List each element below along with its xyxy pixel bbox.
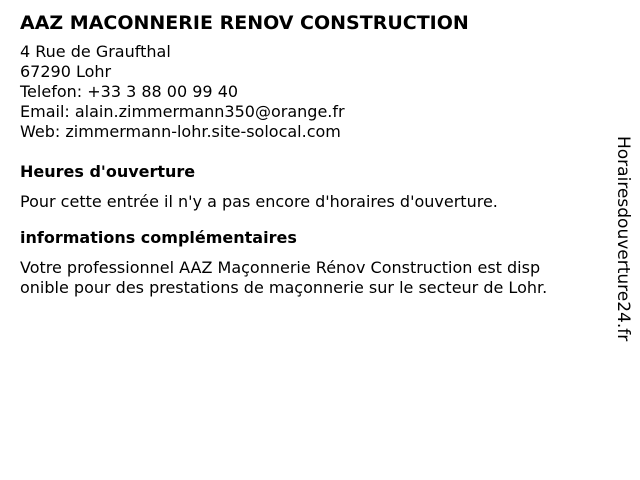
- email-link[interactable]: alain.zimmermann350@orange.fr: [74, 102, 345, 121]
- web-link[interactable]: zimmermann-lohr.site-solocal.com: [65, 122, 341, 141]
- info-description-line: Votre professionnel AAZ Maçonnerie Rénov Construction est disp: [20, 258, 541, 277]
- business-name: AAZ MACONNERIE RENOV CONSTRUCTION: [20, 12, 469, 34]
- web-label: Web:: [20, 122, 61, 141]
- phone-label: Telefon:: [20, 82, 83, 101]
- email-label: Email:: [20, 102, 70, 121]
- business-card: [20, 10, 600, 298]
- info-heading: informations complémentaires: [20, 228, 297, 247]
- web-row: [20, 122, 600, 142]
- hours-text: Pour cette entrée il n'y a pas encore d'horaires d'ouverture.: [20, 192, 498, 211]
- city-address: 67290 Lohr: [20, 62, 112, 81]
- site-brand: Horairesdouverture24.fr: [613, 136, 633, 342]
- email-row: [20, 102, 600, 122]
- info-description: [20, 258, 600, 298]
- info-description-line: onible pour des prestations de maçonnerie sur le secteur de Lohr.: [20, 278, 548, 297]
- street-address: 4 Rue de Graufthal: [20, 42, 171, 61]
- phone-row: [20, 82, 600, 102]
- address-block: [20, 42, 600, 142]
- hours-heading: Heures d'ouverture: [20, 162, 196, 181]
- phone-link[interactable]: +33 3 88 00 99 40: [87, 82, 239, 101]
